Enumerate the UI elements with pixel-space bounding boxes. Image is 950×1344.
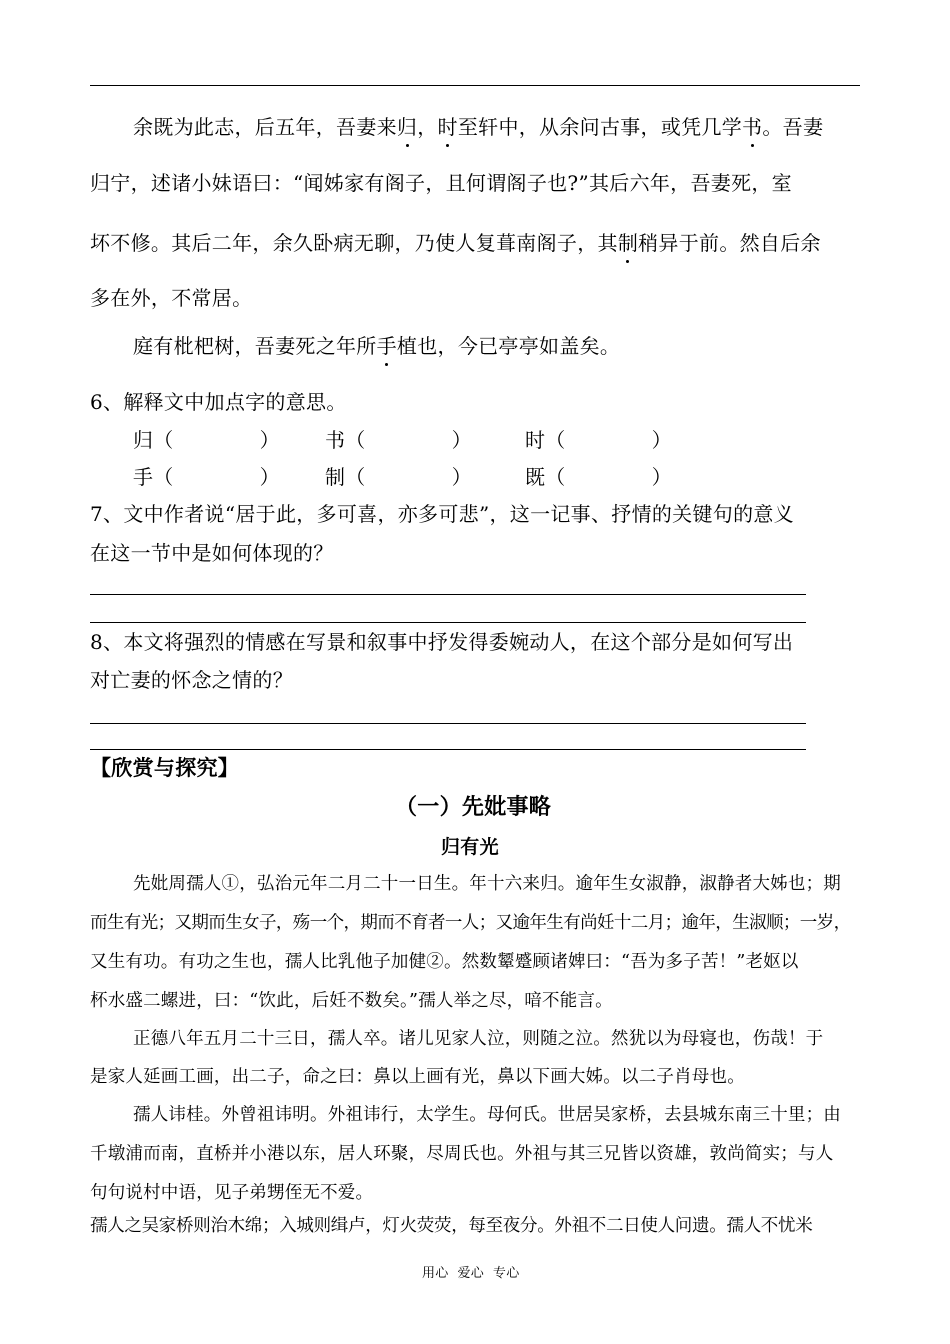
answer-line[interactable] [90, 723, 806, 724]
top-rule [90, 85, 860, 86]
text-line: 孺人讳桂。外曾祖讳明。外祖讳行，太学生。母何氏。世居吴家桥，去县城东南三十里；由 [133, 1105, 841, 1125]
passage-line: 归宁，述诸小妹语曰：“闻姊家有阁子，且何谓阁子也?”其后六年，吾妻死，室 [90, 171, 792, 195]
dotted-char: 归 [397, 111, 417, 140]
passage-line: 多在外，不常居。 [90, 286, 253, 310]
answer-blank-shi: 时（ ） [525, 428, 672, 452]
text-line: 先妣周孺人①，弘治元年二月二十一日生。年十六来归。逾年生女淑静，淑静者大姊也；期 [133, 874, 841, 894]
dotted-char: 时 [438, 111, 458, 140]
text-line: 又生有功。有功之生也，孺人比乳他子加健②。然数颦蹙顾诸婢曰：“吾为多子苦！”老妪以 [90, 952, 799, 972]
text-line: 而生有光；又期而生女子，殇一个，期而不育者一人；又逾年生有尚妊十二月；逾年，生淑顺；一岁， [90, 913, 851, 933]
dotted-char: 制 [618, 227, 638, 256]
dotted-char: 书 [742, 111, 762, 140]
answer-line[interactable] [90, 622, 806, 623]
answer-blank-gui: 归（ ） [133, 428, 280, 452]
question-8-cont: 对亡妻的怀念之情的？ [90, 668, 293, 692]
dotted-char: 手 [377, 330, 397, 359]
answer-line[interactable] [90, 749, 806, 750]
text-line: 孺人之吴家桥则治木绵；入城则缉卢，灯火荧荧，每至夜分。外祖不二日使人问遗。孺人不忧米 [90, 1216, 813, 1236]
text-line: 是家人延画工画，出二子，命之曰：鼻以上画有光，鼻以下画大姊。以二子肖母也。 [90, 1067, 745, 1087]
question-8: 8、本文将强烈的情感在写景和叙事中抒发得委婉动人，在这个部分是如何写出 [90, 630, 794, 654]
answer-blank-ji: 既（ ） [525, 465, 672, 489]
article-author: 归有光 [441, 836, 499, 858]
section-heading: 【欣赏与探究】 [90, 756, 240, 780]
text-line: 正德八年五月二十三日，孺人卒。诸儿见家人泣，则随之泣。然犹以为母寝也，伤哉！于 [133, 1029, 824, 1049]
answer-blank-shu: 书（ ） [325, 428, 472, 452]
text-line: 杯水盛二螺进，曰：“饮此，后妊不数矣。”孺人举之尽，喑不能言。 [90, 991, 613, 1011]
question-7-cont: 在这一节中是如何体现的？ [90, 541, 334, 565]
text-line: 句句说村中语，见子弟甥侄无不爱。 [90, 1183, 374, 1203]
question-7: 7、文中作者说“居于此，多可喜，亦多可悲”，这一记事、抒情的关键句的意义 [90, 502, 794, 526]
passage-line: 余既为此志，后五年，吾妻来归，时至轩中，从余问古事，或凭几学书。吾妻 [133, 111, 823, 140]
article-title: （一）先妣事略 [395, 795, 552, 820]
answer-blank-shou: 手（ ） [133, 465, 280, 489]
question-6: 6、解释文中加点字的意思。 [90, 390, 347, 414]
page-footer: 用心 爱心 专心 [422, 1266, 520, 1281]
text-line: 千墩浦而南，直桥并小港以东，居人环聚，尽周氏也。外祖与其三兄皆以资雄，敦尚简实；与人 [90, 1144, 834, 1164]
answer-blank-zhi: 制（ ） [325, 465, 472, 489]
passage-line: 庭有枇杷树，吾妻死之年所手植也，今已亭亭如盖矣。 [133, 330, 620, 359]
answer-line[interactable] [90, 594, 806, 595]
passage-line: 坏不修。其后二年，余久卧病无聊，乃使人复葺南阁子，其制稍异于前。然自后余 [90, 227, 821, 256]
